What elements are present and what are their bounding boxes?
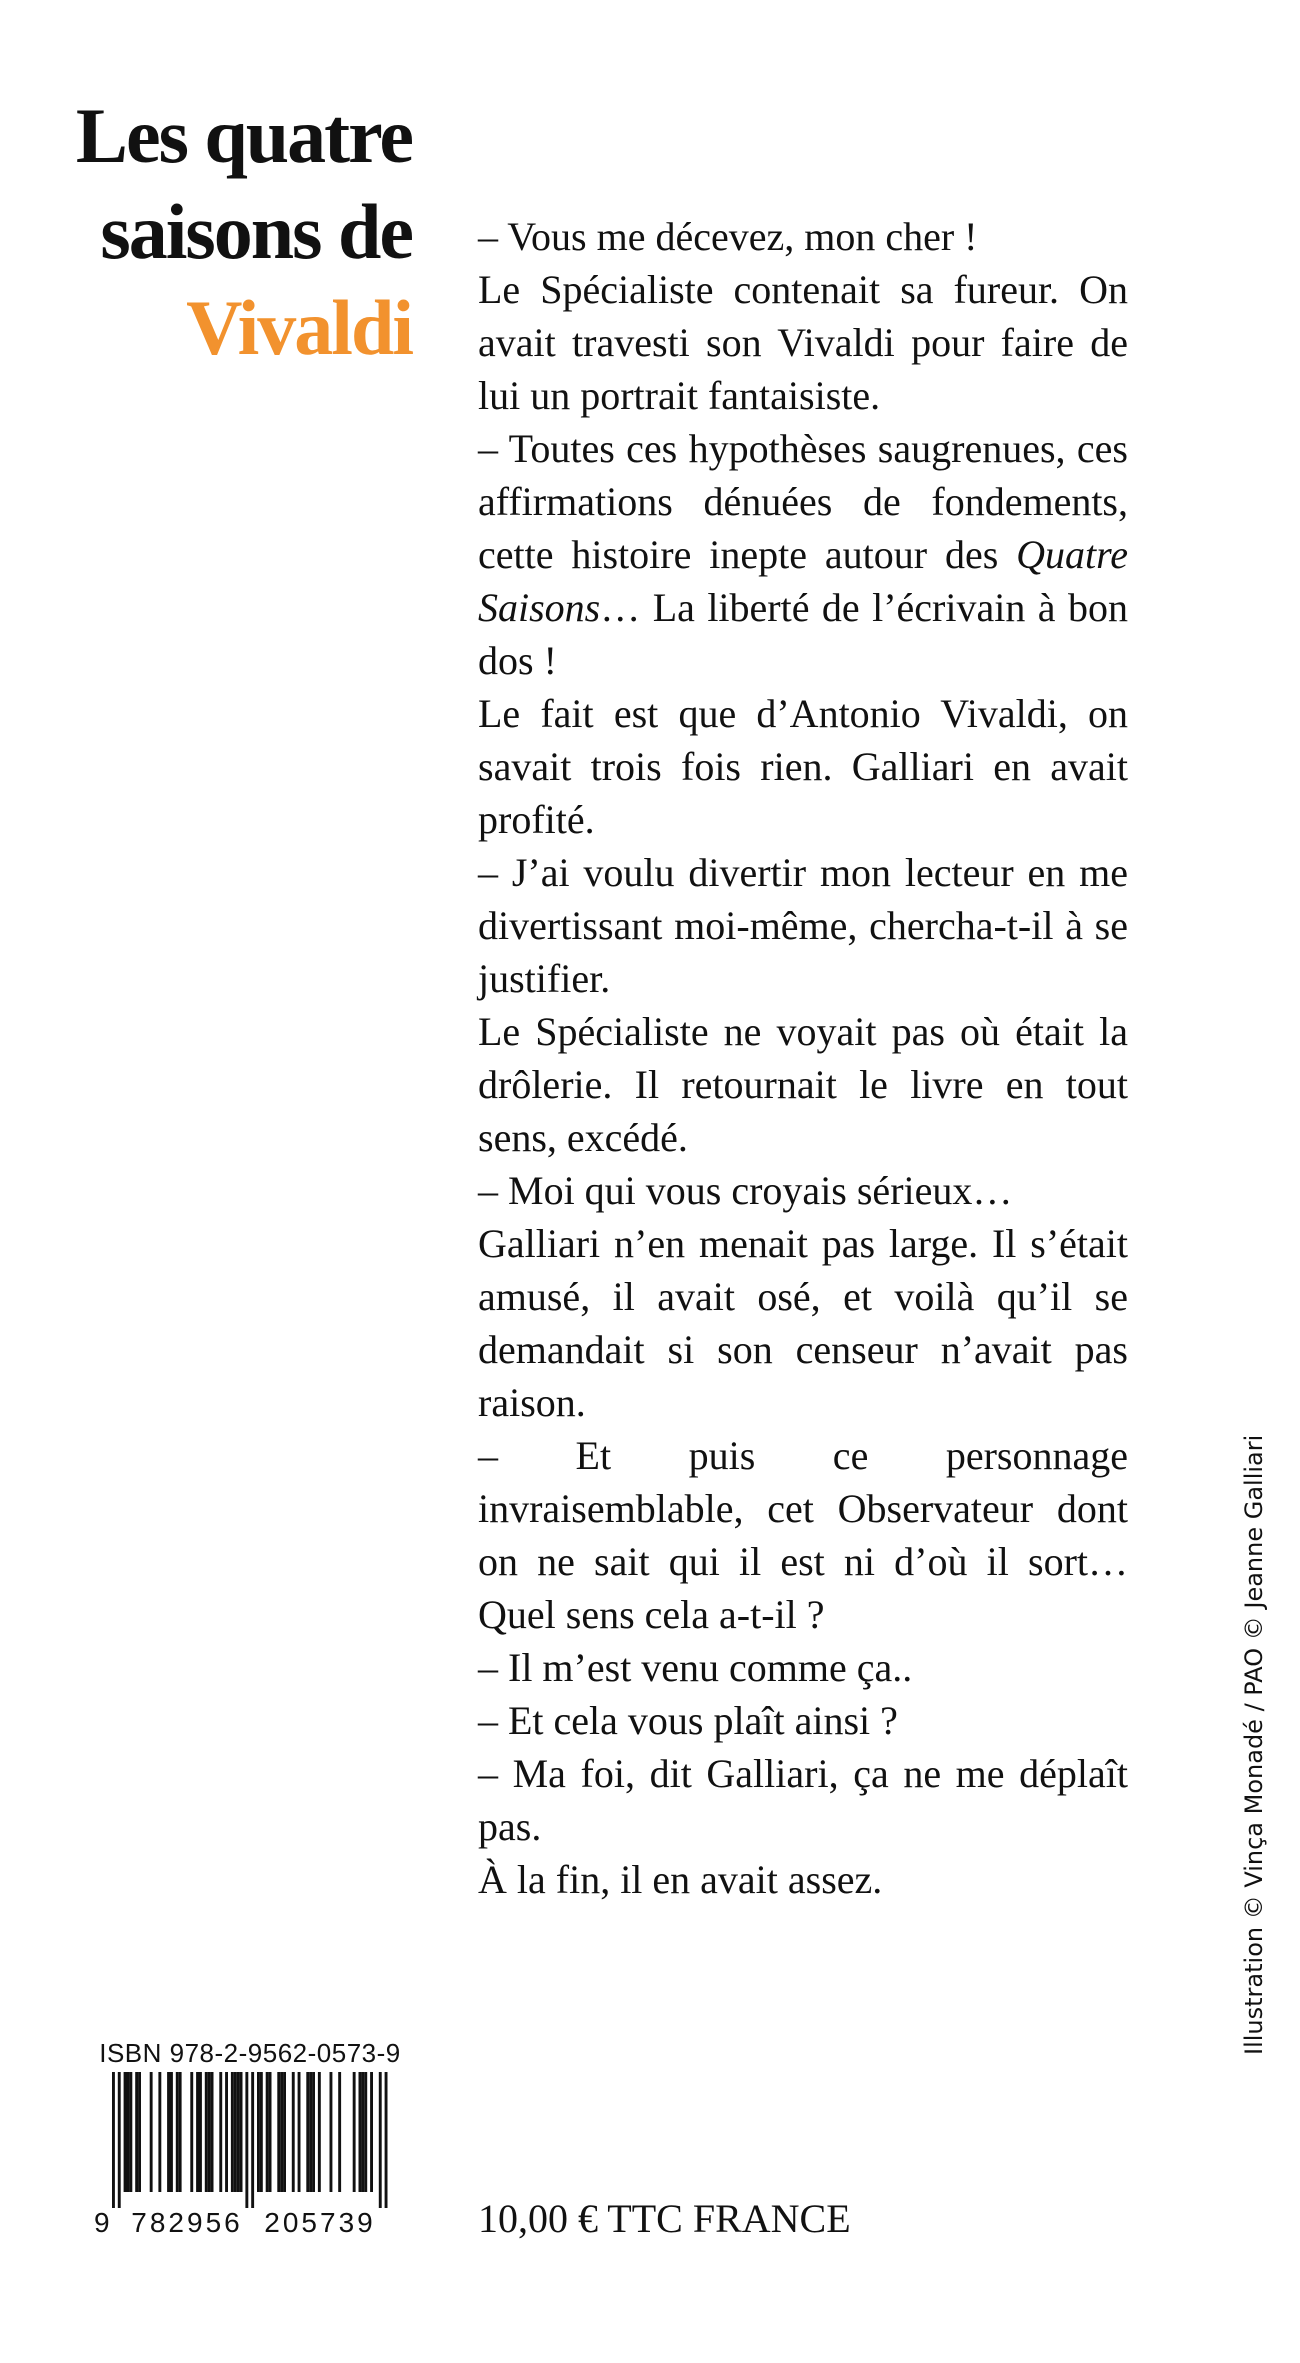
barcode-bar [199,2072,202,2192]
barcode-bar [306,2072,309,2192]
barcode-bar [112,2072,115,2208]
title-line-2: saisons de [100,188,412,275]
excerpt-paragraph-1: – Vous me décevez, mon cher ! [478,214,978,259]
excerpt-paragraph-3 [478,422,1128,687]
excerpt-book-title-italic: Quatre Saisons [478,532,1128,630]
barcode-bar [330,2072,333,2192]
barcode-bar [135,2072,138,2192]
barcode-bar [211,2072,214,2192]
barcode-bar [225,2072,228,2192]
excerpt-paragraph-4: Le fait est que d’Antonio Vivaldi, on savait trois fois rien. Galliari en avait profité. [478,691,1128,842]
barcode-bar [298,2072,301,2192]
barcode-bar [237,2072,240,2192]
excerpt-paragraph-6: Le Spécialiste ne voyait pas où était la drôlerie. Il retournait le livre en tout sens, excédé. [478,1009,1128,1160]
barcode-bar [124,2072,127,2192]
back-cover-excerpt [478,210,1128,1906]
barcode-bar [280,2072,283,2192]
barcode-bar [190,2072,193,2192]
barcode-digits-left: 782956 [131,2207,243,2236]
barcode-bar [257,2072,260,2192]
excerpt-paragraph-13: À la fin, il en avait assez. [478,1857,883,1902]
barcode-bar [379,2072,382,2208]
book-title [76,88,412,376]
barcode-bar [312,2072,315,2192]
barcode-bar [277,2072,280,2192]
barcode-bars [112,2072,388,2208]
barcode-bar [364,2072,367,2192]
title-line-3-accent: Vivaldi [186,284,412,371]
barcode-bar [219,2072,222,2192]
barcode-digit-first: 9 [94,2207,110,2236]
barcode-bar [292,2072,295,2192]
price-label: 10,00 € TTC FRANCE [478,2196,851,2241]
barcode-bar [283,2072,286,2192]
barcode-bar [118,2072,121,2208]
excerpt-paragraph-2: Le Spécialiste contenait sa fureur. On avait travesti son Vivaldi pour faire de lui un portrait fantaisiste. [478,267,1128,418]
excerpt-paragraph-12: – Ma foi, dit Galliari, ça ne me déplaît pas. [478,1751,1128,1849]
barcode-bar [353,2072,356,2192]
barcode-bar [359,2072,362,2192]
title-line-1: Les quatre [75,92,412,179]
barcode-bar [150,2072,153,2192]
barcode-bar [240,2072,243,2192]
barcode-bar [176,2072,179,2192]
barcode-bar [234,2072,237,2192]
barcode-bar [158,2072,161,2192]
barcode-bar [196,2072,199,2192]
barcode-bar [266,2072,269,2192]
illustration-credits: Illustration © Vinça Monadé / PAO © Jeanne Galliari [1240,1434,1268,2055]
barcode-bar [309,2072,312,2192]
barcode-bar [179,2072,182,2192]
isbn-label: ISBN 978-2-9562-0573-9 [99,2038,401,2068]
excerpt-paragraph-5: – J’ai voulu divertir mon lecteur en me divertissant moi-même, chercha-t-il à se justifier. [478,850,1128,1001]
excerpt-paragraph-10: – Il m’est venu comme ça.. [478,1645,913,1690]
barcode-bar [129,2072,132,2192]
barcode-bar [370,2072,373,2192]
excerpt-paragraph-3-end: … La liberté de l’écrivain à bon dos ! [478,585,1128,683]
barcode-bar [338,2072,341,2192]
barcode-bar [260,2072,263,2192]
barcode-bar [127,2072,130,2192]
excerpt-paragraph-8: Galliari n’en menait pas large. Il s’était amusé, il avait osé, et voilà qu’il se demandait si son censeur n’avait pas raison. [478,1221,1128,1425]
barcode-bar [385,2072,388,2208]
barcode-image [90,2072,410,2236]
barcode-bar [269,2072,272,2192]
barcode-bar [361,2072,364,2192]
isbn-barcode [90,2038,410,2236]
barcode-bar [208,2072,211,2192]
barcode-bar [205,2072,208,2192]
barcode-bar [251,2072,254,2208]
barcode-digits-right: 205739 [264,2207,376,2236]
barcode-bar [138,2072,141,2192]
excerpt-paragraph-3-start: – Toutes ces hypothèses saugrenues, ces affirmations dénuées de fondements, cette histoire inepte autour des [478,426,1128,577]
barcode-bar [170,2072,173,2192]
excerpt-paragraph-9: – Et puis ce personnage invraisemblable, cet Observateur dont on ne sait qui il est ni d’où il sort… Quel sens cela a-t-il ? [478,1433,1128,1637]
excerpt-paragraph-7: – Moi qui vous croyais sérieux… [478,1168,1013,1213]
barcode-bar [318,2072,321,2192]
barcode-bar [167,2072,170,2192]
excerpt-paragraph-11: – Et cela vous plaît ainsi ? [478,1698,898,1743]
barcode-bar [231,2072,234,2192]
barcode-bar [245,2072,248,2208]
